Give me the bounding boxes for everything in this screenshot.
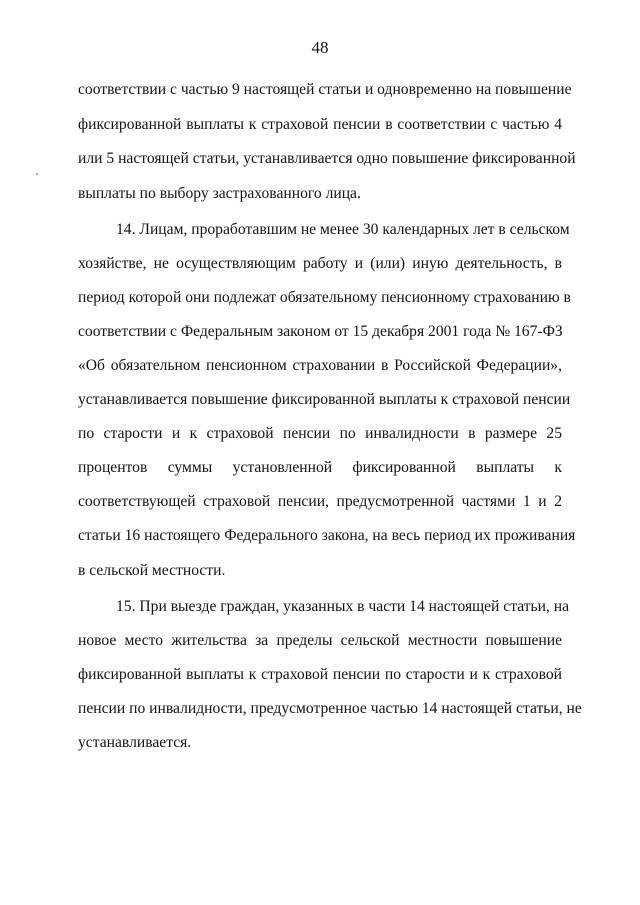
page-number: 48	[311, 38, 329, 57]
text-line: соответствующей страховой пенсии, предусмотренной частями 1 и 2	[78, 493, 562, 510]
text-line: 15. При выезде граждан, указанных в части 14 настоящей статьи, на	[116, 598, 570, 615]
text-line: фиксированной выплаты к страховой пенсии по старости и к страховой	[78, 666, 562, 683]
text-line: фиксированной выплаты к страховой пенсии в соответствии с частью 4	[78, 116, 562, 133]
text-line: соответствии с частью 9 настоящей статьи и одновременно на повышение	[78, 81, 572, 98]
text-line: пенсии по инвалидности, предусмотренное частью 14 настоящей статьи, не	[78, 700, 582, 717]
text-line: по старости и к страховой пенсии по инвалидности в размере 25	[78, 425, 562, 442]
text-line: соответствии с Федеральным законом от 15 декабря 2001 года № 167-ФЗ	[78, 323, 563, 340]
text-line: «Об обязательном пенсионном страховании в Российской Федерации»,	[78, 357, 562, 374]
text-line: период которой они подлежат обязательному пенсионному страхованию в	[78, 289, 571, 306]
text-line: устанавливается повышение фиксированной выплаты к страховой пенсии	[78, 391, 571, 408]
text-line: процентов суммы установленной фиксированной выплаты к	[78, 459, 562, 476]
text-line: статьи 16 настоящего Федерального закона, на весь период их проживания	[78, 527, 576, 544]
scan-speck	[36, 173, 38, 175]
text-line: устанавливается.	[78, 734, 192, 751]
text-line: или 5 настоящей статьи, устанавливается одно повышение фиксированной	[78, 150, 576, 167]
text-line: 14. Лицам, проработавшим не менее 30 календарных лет в сельском	[116, 221, 570, 238]
text-line: хозяйстве, не осуществляющим работу и (или) иную деятельность, в	[78, 255, 562, 272]
text-line: в сельской местности.	[78, 562, 226, 579]
text-line: новое место жительства за пределы сельской местности повышение	[78, 632, 562, 649]
text-line: выплаты по выбору застрахованного лица.	[78, 185, 361, 202]
